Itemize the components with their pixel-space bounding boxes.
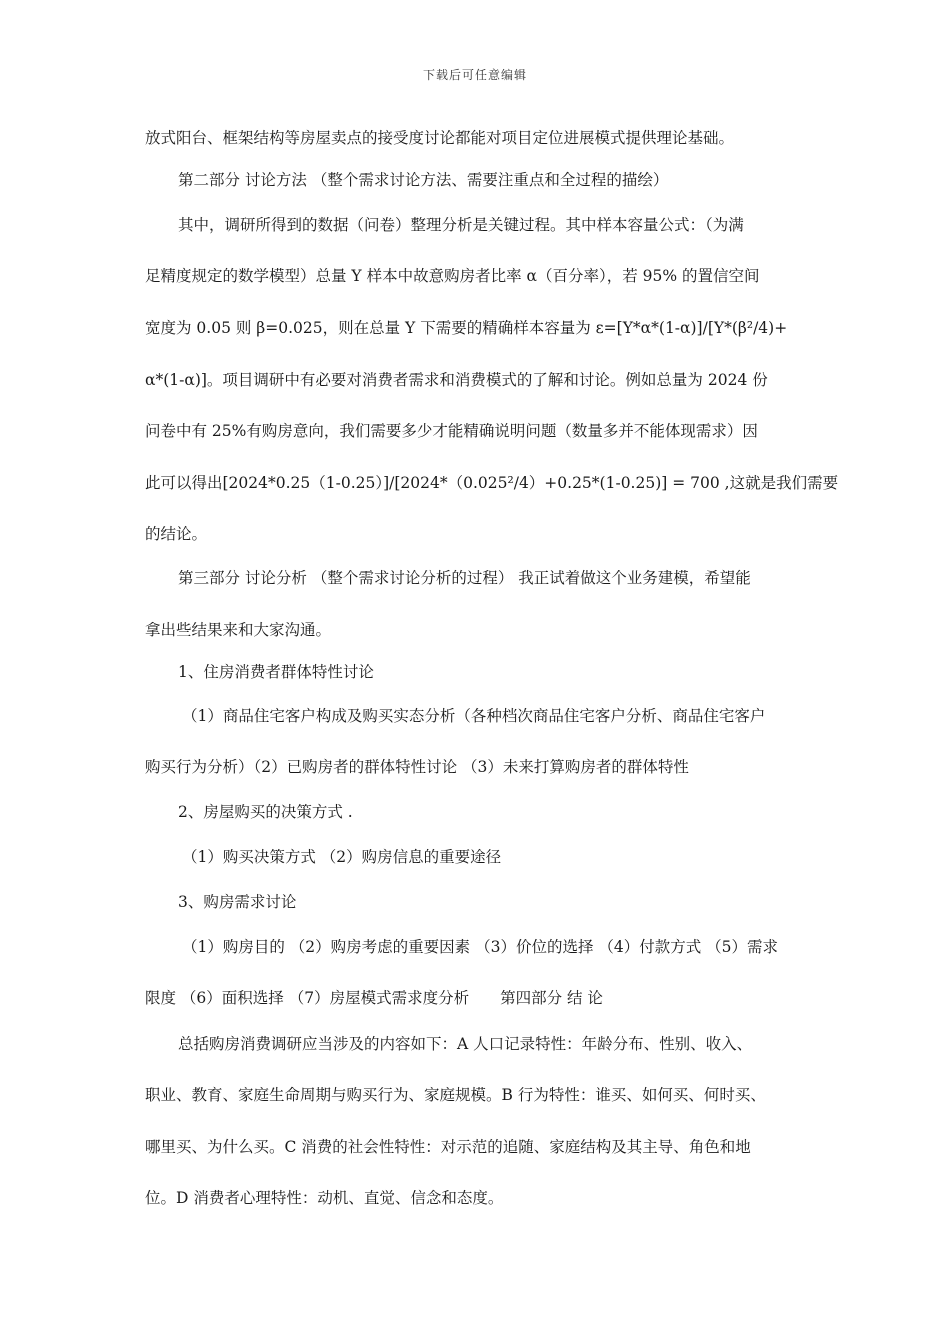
section-heading: 第三部分 讨论分析 （整个需求讨论分析的过程） 我正试着做这个业务建模，希望能 — [178, 569, 751, 587]
text-line: α*(1-α)]。项目调研中有必要对消费者需求和消费模式的了解和讨论。例如总量为 2024 份 — [145, 371, 768, 389]
text-line: 哪里买、为什么买。C 消费的社会性特性：对示范的追随、家庭结构及其主导、角色和地 — [145, 1138, 751, 1156]
text-line: 限度 （6）面积选择 （7）房屋模式需求度分析 第四部分 结 论 — [145, 989, 603, 1007]
text-line: 其中，调研所得到的数据（问卷）整理分析是关键过程。其中样本容量公式：（为满 — [178, 216, 744, 234]
text-line: 足精度规定的数学模型）总量 Y 样本中故意购房者比率 α（百分率），若 95% 的置信空间 — [145, 267, 760, 285]
text-line: 宽度为 0.05 则 β=0.025，则在总量 Y 下需要的精确样本容量为 ε=[Y*α*(1-α)]/[Y*(β²/4)+ — [145, 319, 788, 337]
text-line: 购买行为分析）（2）已购房者的群体特性讨论 （3）未来打算购房者的群体特性 — [145, 758, 689, 776]
text-line: 放式阳台、框架结构等房屋卖点的接受度讨论都能对项目定位进展模式提供理论基础。 — [145, 129, 735, 147]
list-heading: 3、购房需求讨论 — [178, 893, 297, 911]
section-heading: 第二部分 讨论方法 （整个需求讨论方法、需要注重点和全过程的描绘） — [178, 171, 669, 189]
text-line: （1）商品住宅客户构成及购买实态分析（各种档次商品住宅客户分析、商品住宅客户 — [182, 707, 766, 725]
text-line: 总括购房消费调研应当涉及的内容如下：A 人口记录特性：年龄分布、性别、收入、 — [178, 1035, 753, 1053]
text-line: （1）购房目的 （2）购房考虑的重要因素 （3）价位的选择 （4）付款方式 （5）需求 — [182, 938, 779, 956]
text-line: 的结论。 — [145, 525, 208, 543]
text-line: 拿出些结果来和大家沟通。 — [145, 621, 332, 639]
text-line: 位。D 消费者心理特性：动机、直觉、信念和态度。 — [145, 1189, 504, 1207]
text-line: 职业、教育、家庭生命周期与购买行为、家庭规模。B 行为特性：谁买、如何买、何时买、 — [145, 1086, 766, 1104]
list-heading: 2、房屋购买的决策方式 . — [178, 803, 353, 821]
text-line: 问卷中有 25%有购房意向，我们需要多少才能精确说明问题（数量多并不能体现需求）因 — [145, 422, 758, 440]
text-line: 此可以得出[2024*0.25（1-0.25）]/[2024*（0.025²/4）+0.25*(1-0.25)] = 700 ,这就是我们需要 — [145, 474, 839, 492]
page-header: 下载后可任意编辑 — [422, 68, 527, 82]
text-line: （1）购买决策方式 （2）购房信息的重要途径 — [182, 848, 502, 866]
list-heading: 1、住房消费者群体特性讨论 — [178, 663, 374, 681]
